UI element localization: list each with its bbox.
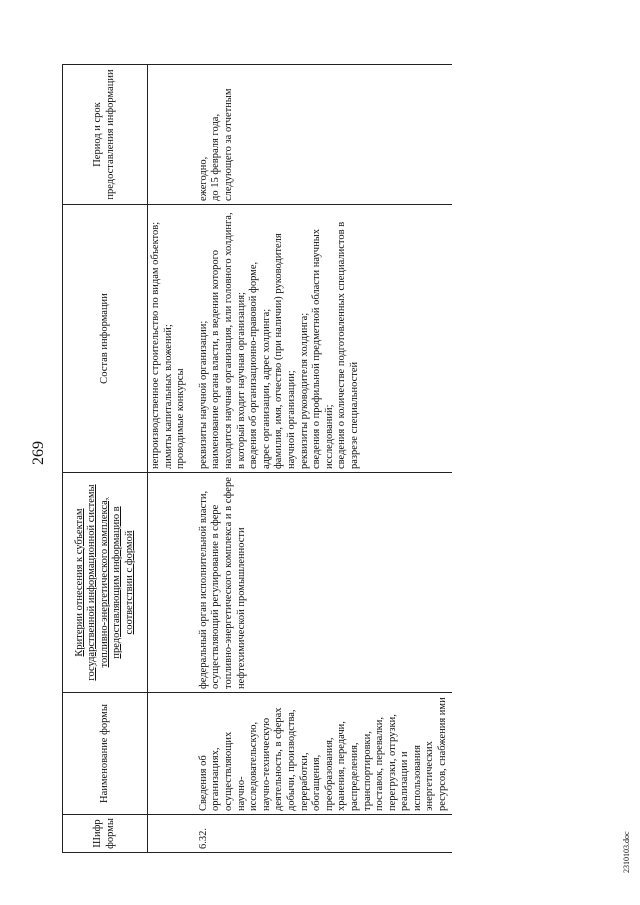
cell-form-name: Сведения об организациях, осуществляющих научно-исследовательскую, научно-техническую деятельность, в сферах добычи, производства, переработки, обогащения, преобразования, хранения, передачи, распределения, транспортировки, поставок, перевалки, перегрузки, отгрузки, реализации и использования энергетических ресурсов, снабжения ими — [196, 693, 452, 815]
header-period: Период и срок предоставления информации — [63, 65, 148, 205]
header-form-code: Шифр формы — [63, 815, 148, 853]
cell-empty — [148, 815, 196, 853]
cell-composition: реквизиты научной организации; наименование органа власти, в ведении которого находится научная организация, или головного холдинга, в который входит научная организация; сведения об организационно-правовой форме, адрес организации, адрес холдинга; фамилия, имя, отчество (при наличии) руководителя научной организации; реквизиты руководителя холдинга; сведения о профильной предметной области научных исследований; сведения о количестве подготовленных специалистов в разрезе специальностей — [196, 205, 452, 473]
table-row-continuation — [148, 65, 196, 853]
page-number: 269 — [30, 441, 47, 465]
cell-empty — [148, 473, 196, 693]
cell-criteria: федеральный орган исполнительной власти, осуществляющий регулирование в сфере топливно-энергетического комплекса и в сфере нефтехимической промышленности — [196, 473, 452, 693]
footer-doc-code: 2310103.doc — [622, 831, 631, 873]
header-criteria — [63, 473, 148, 693]
cell-empty — [148, 693, 196, 815]
table-row — [196, 65, 452, 853]
cell-empty — [148, 65, 196, 205]
header-composition: Состав информации — [63, 205, 148, 473]
header-form-name: Наименование формы — [63, 693, 148, 815]
cell-form-code: 6.32. — [196, 815, 452, 853]
cell-period: ежегодно, до 15 февраля года, следующего за отчетным — [196, 65, 452, 205]
forms-table — [62, 64, 452, 853]
table-header-row — [63, 65, 148, 853]
header-criteria-text: Критерии отнесения к субъектам государственной информационной системы топливно-энергетического комплекса, предоставляющим информацию в соответствии с формой — [73, 484, 135, 681]
cell-composition-continued: непроизводственное строительство по видам объектов; лимиты капитальных вложений; проводимые конкурсы — [148, 205, 196, 473]
